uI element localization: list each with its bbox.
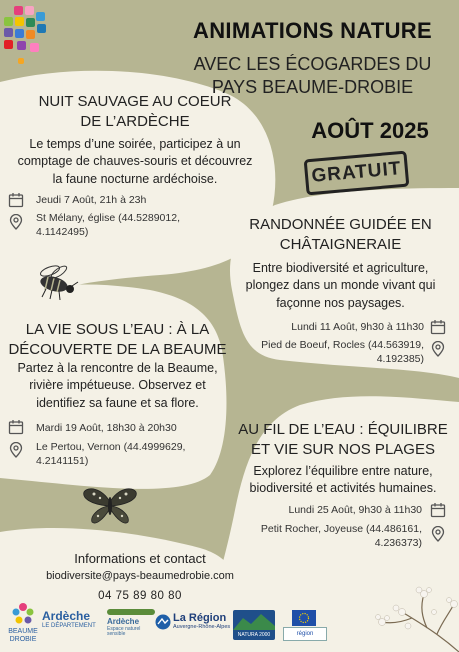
- month-heading: AOÛT 2025: [311, 118, 429, 143]
- event-1-desc-line: la faune nocturne ardéchoise.: [52, 171, 218, 186]
- logo-text: LE DÉPARTEMENT: [42, 623, 96, 630]
- region-small-logo: région: [283, 627, 327, 641]
- ardeche-department-logo: [42, 610, 96, 630]
- calendar-icon: [430, 319, 446, 335]
- event-2-location: [240, 338, 424, 366]
- event-3-desc-line: identifiez sa faune et sa flore.: [36, 395, 199, 410]
- la-region-logo-icon: [155, 614, 171, 630]
- event-4-title: [232, 420, 454, 459]
- calendar-icon: [8, 419, 24, 435]
- la-region-logo: [173, 612, 230, 630]
- bee-illustration: [30, 262, 82, 302]
- eu-stars-icon: [292, 610, 316, 626]
- poster-title: ANIMATIONS NATURE: [193, 18, 432, 43]
- event-1-date: Jeudi 7 Août, 21h à 23h: [36, 194, 147, 206]
- event-2-description: [228, 260, 453, 312]
- event-3-title: [5, 320, 230, 359]
- contact-email[interactable]: biodiversite@pays-beaumedrobie.com: [46, 570, 234, 582]
- event-2-location-line: 4.192385): [376, 353, 424, 366]
- location-pin-icon: [430, 341, 446, 357]
- event-3-title-line: LA VIE SOUS L’EAU : À LA: [25, 321, 210, 338]
- event-1-description: [5, 136, 265, 188]
- event-1-desc-line: Le temps d’une soirée, participez à un: [29, 137, 241, 151]
- calendar-icon: [8, 192, 24, 208]
- event-4-location: [240, 522, 422, 550]
- event-2-desc-line: plongez dans un monde vivant qui: [245, 278, 436, 293]
- location-pin-icon: [430, 526, 446, 542]
- event-4-location-line: Petit Rocher, Joyeuse (44.486161,: [260, 523, 422, 535]
- event-2-desc-line: façonne nos paysages.: [276, 295, 405, 310]
- event-1-location: [36, 211, 180, 239]
- event-4-title-line: ET VIE SUR NOS PLAGES: [251, 440, 435, 458]
- event-1-location-line: St Mélany, église (44.5289012,: [36, 212, 180, 224]
- event-4-location-line: 4.236373): [374, 537, 422, 550]
- event-4-description: [232, 463, 454, 498]
- logo-text: La Région: [173, 612, 227, 624]
- event-3-date: Mardi 19 Août, 18h30 à 20h30: [36, 422, 177, 434]
- event-4-desc-line: Explorez l’équilibre entre nature,: [253, 464, 433, 478]
- logo-text: NATURA 2000: [237, 632, 271, 638]
- beaume-drobie-logo: [4, 628, 42, 643]
- partner-logos: [0, 600, 459, 652]
- event-2-title: [228, 215, 453, 254]
- contact-phone[interactable]: 04 75 89 80 80: [98, 590, 182, 602]
- event-1-title-line: DE L’ARDÈCHE: [80, 112, 190, 130]
- event-2-location-line: Pied de Boeuf, Rocles (44.563919,: [261, 339, 424, 351]
- calendar-icon: [430, 502, 446, 518]
- logo-text: Espace naturel sensible: [107, 625, 141, 638]
- event-3-location: [36, 440, 185, 468]
- event-1-location-line: 4.1142495): [36, 226, 89, 239]
- ens-logo-mark: [107, 609, 155, 615]
- event-3-description: [5, 360, 230, 412]
- logo-text: Auvergne-Rhône-Alpes: [173, 624, 231, 631]
- logo-text: Ardèche: [107, 616, 140, 626]
- logo-text: DROBIE: [9, 635, 37, 643]
- logo-text: Ardèche: [42, 609, 91, 623]
- event-3-desc-line: Partez à la rencontre de la Beaume,: [17, 361, 218, 375]
- natura-logo-mark: [233, 610, 275, 630]
- natura-2000-logo: [233, 610, 275, 640]
- free-stamp: GRATUIT: [304, 151, 410, 196]
- event-3-location-line: 4.2141151): [36, 455, 89, 468]
- event-3-title-line: DÉCOUVERTE DE LA BEAUME: [8, 340, 227, 358]
- subtitle-line-1: AVEC LES ÉCOGARDES DU: [193, 54, 432, 74]
- event-4-desc-line: biodiversité et activités humaines.: [249, 481, 437, 496]
- contact-heading: Informations et contact: [74, 551, 206, 566]
- beaume-drobie-logo-icon: [10, 602, 36, 626]
- event-1-title: [5, 92, 265, 131]
- event-3-location-line: Le Pertou, Vernon (44.4999629,: [36, 441, 186, 453]
- event-3-desc-line: rivière impétueuse. Observez et: [29, 378, 206, 393]
- event-2-desc-line: Entre biodiversité et agriculture,: [252, 261, 429, 275]
- event-2-title-line: CHÂTAIGNERAIE: [279, 235, 402, 253]
- subtitle-line-2: PAYS BEAUME-DROBIE: [211, 76, 414, 97]
- event-4-title-line: AU FIL DE L’EAU : ÉQUILIBRE: [238, 421, 448, 438]
- moth-illustration: [82, 484, 138, 528]
- logo-text: BEAUME: [8, 628, 38, 635]
- eu-flag-logo: [292, 610, 316, 626]
- event-2-date: Lundi 11 Août, 9h30 à 11h30: [291, 321, 424, 333]
- event-1-title-line: NUIT SAUVAGE AU COEUR: [38, 93, 232, 110]
- location-pin-icon: [8, 214, 24, 230]
- location-pin-icon: [8, 442, 24, 458]
- event-1-desc-line: comptage de chauves-souris et découvrez: [17, 154, 253, 169]
- ardeche-ens-logo: [107, 608, 155, 638]
- event-2-title-line: RANDONNÉE GUIDÉE EN: [249, 216, 432, 233]
- event-4-date: Lundi 25 Août, 9h30 à 11h30: [288, 504, 422, 516]
